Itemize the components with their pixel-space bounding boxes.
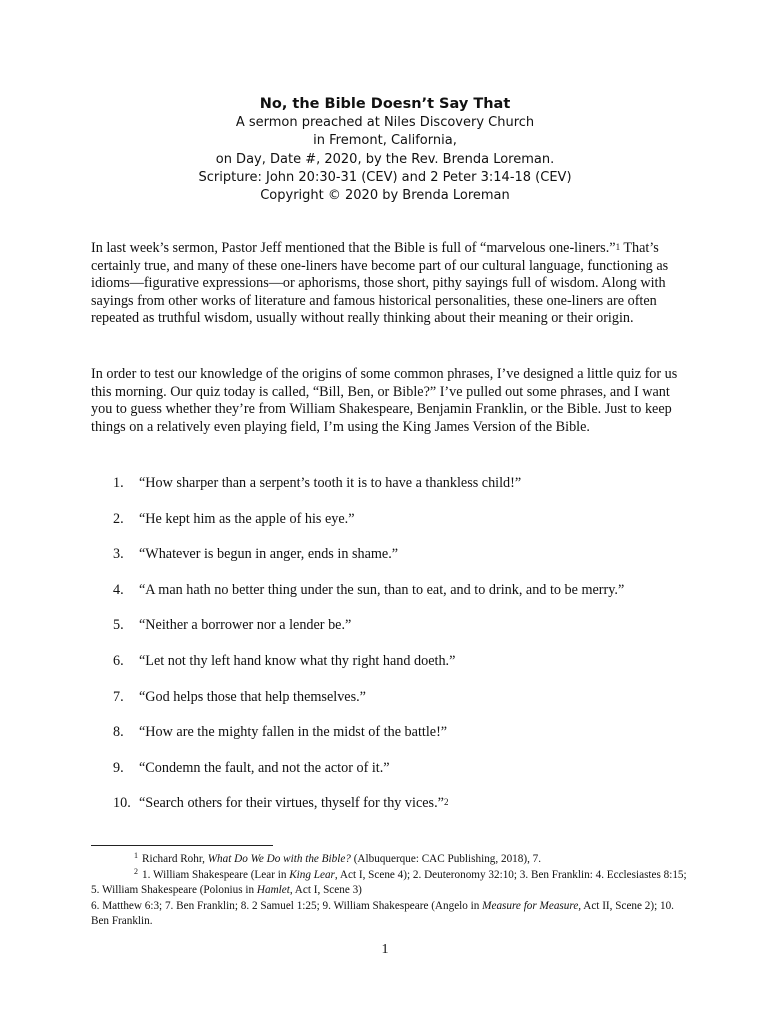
quiz-item bbox=[113, 581, 693, 617]
sermon-title: No, the Bible Doesn’t Say That bbox=[259, 96, 511, 112]
paragraph-intro bbox=[91, 240, 691, 328]
quiz-item-text: “He kept him as the apple of his eye.” bbox=[139, 510, 355, 527]
quiz-item-number: 5. bbox=[113, 617, 124, 634]
quiz-item-number: 2. bbox=[113, 510, 124, 527]
header-line-church: A sermon preached at Niles Discovery Church bbox=[235, 115, 535, 130]
footnote-2-text-d: 6. Matthew 6:3; 7. Ben Franklin; 8. 2 Samuel 1:25; 9. William Shakespeare (Angelo in bbox=[91, 899, 483, 912]
quiz-item bbox=[113, 652, 693, 688]
footnote-ref-2: 2 bbox=[443, 797, 449, 808]
header-line-scripture: Scripture: John 20:30-31 (CEV) and 2 Peter 3:14-18 (CEV) bbox=[198, 169, 572, 185]
quiz-item-text: “Whatever is begun in anger, ends in shame.” bbox=[139, 546, 399, 563]
quiz-item-number: 9. bbox=[113, 759, 124, 776]
paragraph-quiz-intro: In order to test our knowledge of the origins of some common phrases, I’ve designed a little quiz for us this morning. Our quiz today is called, “Bill, Ben, or Bible?” I’ve pulled out some phrases, and I want you to guess whether they’re from William Shakespeare, Benjamin Franklin, or the Bible. Just to keep things on a relatively even playing field, I’m using the King James Version of the Bible. bbox=[91, 366, 678, 435]
quiz-item-number: 6. bbox=[113, 652, 124, 669]
footnote-2-text-a: 1. William Shakespeare (Lear in bbox=[142, 868, 290, 881]
footnote-2-continued bbox=[91, 899, 691, 930]
quiz-list bbox=[113, 474, 693, 830]
footnote-2-mark: 2 bbox=[134, 866, 138, 876]
header-line-copyright: Copyright © 2020 by Brenda Loreman bbox=[260, 188, 510, 204]
footnote-2-text-c: , Act I, Scene 3) bbox=[289, 884, 362, 896]
footnote-2 bbox=[91, 868, 691, 899]
quiz-item bbox=[113, 794, 693, 830]
paragraph-intro-rest: That’s certainly true, and many of these one-liners have become part of our cultural language, functioning as idioms—figurative expressions—or aphorisms, those short, pithy sayings full of wisdom. Along with sayings from other works of literature and famous historical personalities, these one-liners are often repeated as truthful wisdom, usually without really thinking about their meaning or their origin. bbox=[91, 240, 669, 327]
quiz-item-text: “God helps those that help themselves.” bbox=[139, 688, 366, 705]
quiz-item-number: 10. bbox=[113, 795, 131, 812]
paragraph-intro-lead: In last week’s sermon, Pastor Jeff mentioned that the Bible is full of “marvelous one-liners.” bbox=[91, 240, 616, 256]
header-line-date: on Day, Date #, 2020, by the Rev. Brenda Loreman. bbox=[215, 151, 555, 167]
quiz-item bbox=[113, 759, 693, 795]
quiz-item-number: 3. bbox=[113, 546, 124, 563]
quiz-item-number: 1. bbox=[113, 475, 124, 491]
quiz-item-number: 8. bbox=[113, 724, 124, 741]
quiz-item bbox=[113, 474, 693, 510]
footnote-2-text-e: Act II, Scene 2); 10. Ben Franklin. bbox=[91, 899, 674, 927]
quiz-item-text: “Neither a borrower nor a lender be.” bbox=[139, 617, 352, 634]
quiz-item-text: “Condemn the fault, and not the actor of it.” bbox=[139, 759, 390, 776]
footnote-1-text-a: Richard Rohr, bbox=[142, 853, 208, 865]
quiz-item-text: “How sharper than a serpent’s tooth it is to have a thankless child!” bbox=[139, 475, 522, 491]
footnote-2-measure: Measure for Measure, bbox=[482, 899, 582, 912]
sermon-header bbox=[0, 94, 770, 205]
footnote-2-text-b: , Act I, Scene 4); 2. Deuteronomy 32:10; 3. Ben Franklin: 4. Ecclesiastes 8:15; 5. William Shakespeare (Polonius in bbox=[91, 868, 687, 896]
footnote-separator bbox=[91, 845, 273, 846]
quiz-item bbox=[113, 723, 693, 759]
footnotes bbox=[91, 852, 691, 930]
quiz-item-number: 4. bbox=[113, 581, 124, 598]
quiz-item-text: “Search others for their virtues, thyself for thy vices.” bbox=[139, 795, 444, 812]
footnote-2-king-lear: King Lear bbox=[289, 868, 335, 881]
quiz-item bbox=[113, 510, 693, 546]
footnote-1-book-title: What Do We Do with the Bible? bbox=[207, 853, 351, 865]
footnote-1-mark: 1 bbox=[134, 851, 138, 860]
quiz-item-number: 7. bbox=[113, 688, 124, 705]
quiz-item bbox=[113, 616, 693, 652]
page-number: 1 bbox=[381, 942, 389, 957]
footnote-2-hamlet: Hamlet bbox=[256, 884, 290, 896]
quiz-item-text: “Let not thy left hand know what thy right hand doeth.” bbox=[139, 652, 456, 669]
quiz-item-text: “How are the mighty fallen in the midst of the battle!” bbox=[139, 724, 448, 741]
quiz-item bbox=[113, 545, 693, 581]
header-line-location: in Fremont, California, bbox=[313, 133, 457, 149]
quiz-item bbox=[113, 688, 693, 724]
footnote-ref-1: 1 bbox=[615, 242, 621, 252]
footnote-1-text-b: (Albuquerque: CAC Publishing, 2018), 7. bbox=[350, 853, 542, 865]
footnote-1 bbox=[91, 852, 691, 868]
quiz-item-text: “A man hath no better thing under the sun, than to eat, and to drink, and to be merry.” bbox=[139, 581, 625, 598]
